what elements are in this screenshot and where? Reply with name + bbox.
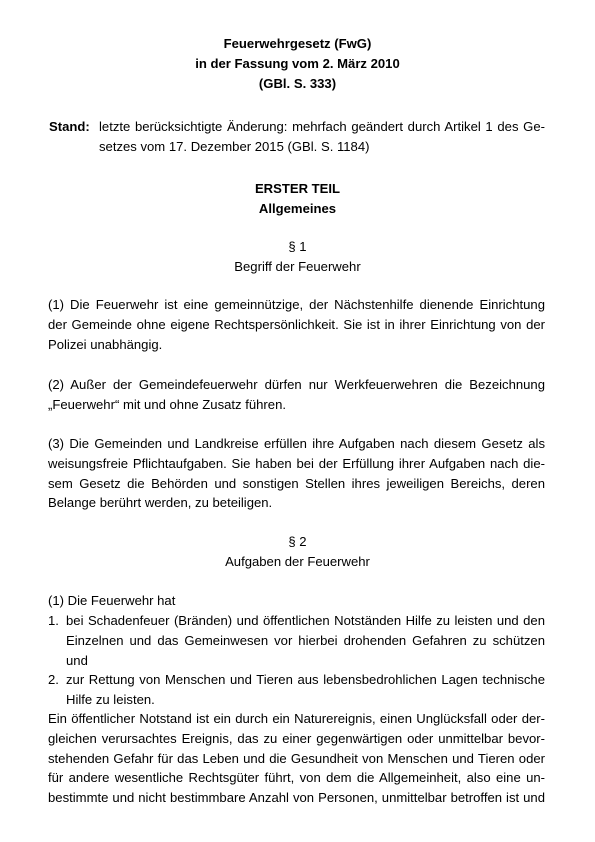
part-title: ERSTER TEIL — [254, 181, 341, 196]
paragraph-line: Ein öffentlicher Notstand ist ein durch ein Naturereignis, einen Unglücksfall oder der- — [48, 711, 545, 726]
paragraph-line: (2) Außer der Gemeindefeuerwehr dürfen nur Werkfeuerwehren die Bezeichnung — [48, 377, 545, 392]
section-1-paragraph-3 — [48, 434, 545, 513]
section-1-paragraph-2 — [48, 375, 545, 415]
paragraph-line: gleichen verursachtes Ereignis, das zu einer gegenwärtigen oder unmittelbar bevor- — [48, 730, 545, 746]
list-item-text — [66, 670, 545, 710]
paragraph-line: bei Schadenfeuer (Bränden) und öffentlichen Notständen Hilfe zu leisten und den — [66, 613, 545, 628]
law-title: Feuerwehrgesetz (FwG) — [223, 36, 372, 51]
section-1-number: § 1 — [288, 239, 307, 254]
paragraph-line: stehenden Gefahr für das Leben und die Gesundheit von Menschen und Tieren oder — [48, 750, 545, 766]
paragraph-line: (3) Die Gemeinden und Landkreise erfüllen ihre Aufgaben nach diesem Gesetz als — [48, 436, 545, 451]
section-1-paragraph-1 — [48, 295, 545, 354]
section-1-heading: Begriff der Feuerwehr — [234, 259, 361, 274]
section-2-paragraph-after — [48, 709, 545, 808]
paragraph-line: Polizei unabhängig. — [48, 336, 163, 352]
paragraph-line: sem Gesetz die Behörden und sonstigen Stellen ihres jeweiligen Bereichs, deren — [48, 475, 545, 491]
list-item-number: 2. — [48, 672, 59, 687]
stand-line-1: letzte berücksichtigte Änderung: mehrfach geändert durch Artikel 1 des Ge- — [99, 119, 545, 134]
paragraph-line: zur Rettung von Menschen und Tieren aus lebensbedrohlichen Lagen technische — [66, 672, 545, 687]
paragraph-line: für andere wesentliche Rechtsgüter führt, von dem die Allgemeinheit, also eine un- — [48, 770, 545, 786]
list-item-text — [66, 611, 545, 670]
paragraph-line: „Feuerwehr“ mit und ohne Zusatz führen. — [48, 396, 286, 412]
paragraph-line: (1) Die Feuerwehr hat — [48, 593, 176, 608]
paragraph-line: weisungsfreie Pflichtaufgaben. Sie haben bei der Erfüllung ihrer Aufgaben nach die- — [48, 455, 545, 471]
section-2-intro — [48, 591, 545, 611]
paragraph-line: (1) Die Feuerwehr ist eine gemeinnützige, der Nächstenhilfe dienende Einrichtung — [48, 297, 545, 312]
part-subtitle: Allgemeines — [258, 201, 337, 216]
list-item-2 — [48, 670, 545, 710]
paragraph-line: bestimmte und nicht bestimmbare Anzahl von Personen, unmittelbar betroffen ist und — [48, 790, 545, 806]
paragraph-line: Hilfe zu leisten. — [66, 691, 155, 707]
paragraph-line: und — [66, 652, 88, 668]
stand-line-2: setzes vom 17. Dezember 2015 (GBl. S. 1184) — [99, 139, 370, 154]
list-item-1 — [48, 611, 545, 671]
list-item-number: 1. — [48, 613, 59, 628]
paragraph-line: Einzelnen und das Gemeinwesen vor hierbei drohenden Gefahren zu schützen — [66, 632, 545, 648]
law-version-date: in der Fassung vom 2. März 2010 — [195, 56, 400, 71]
section-2-number: § 2 — [288, 534, 307, 549]
paragraph-line: der Gemeinde ohne eigene Rechtspersönlichkeit. Sie ist in ihrer Einrichtung von der — [48, 316, 545, 332]
paragraph-line: Belange berührt werden, zu beteiligen. — [48, 495, 273, 511]
stand-label: Stand: — [49, 119, 90, 134]
law-gazette-ref: (GBl. S. 333) — [258, 76, 337, 91]
section-2-heading: Aufgaben der Feuerwehr — [225, 554, 370, 569]
